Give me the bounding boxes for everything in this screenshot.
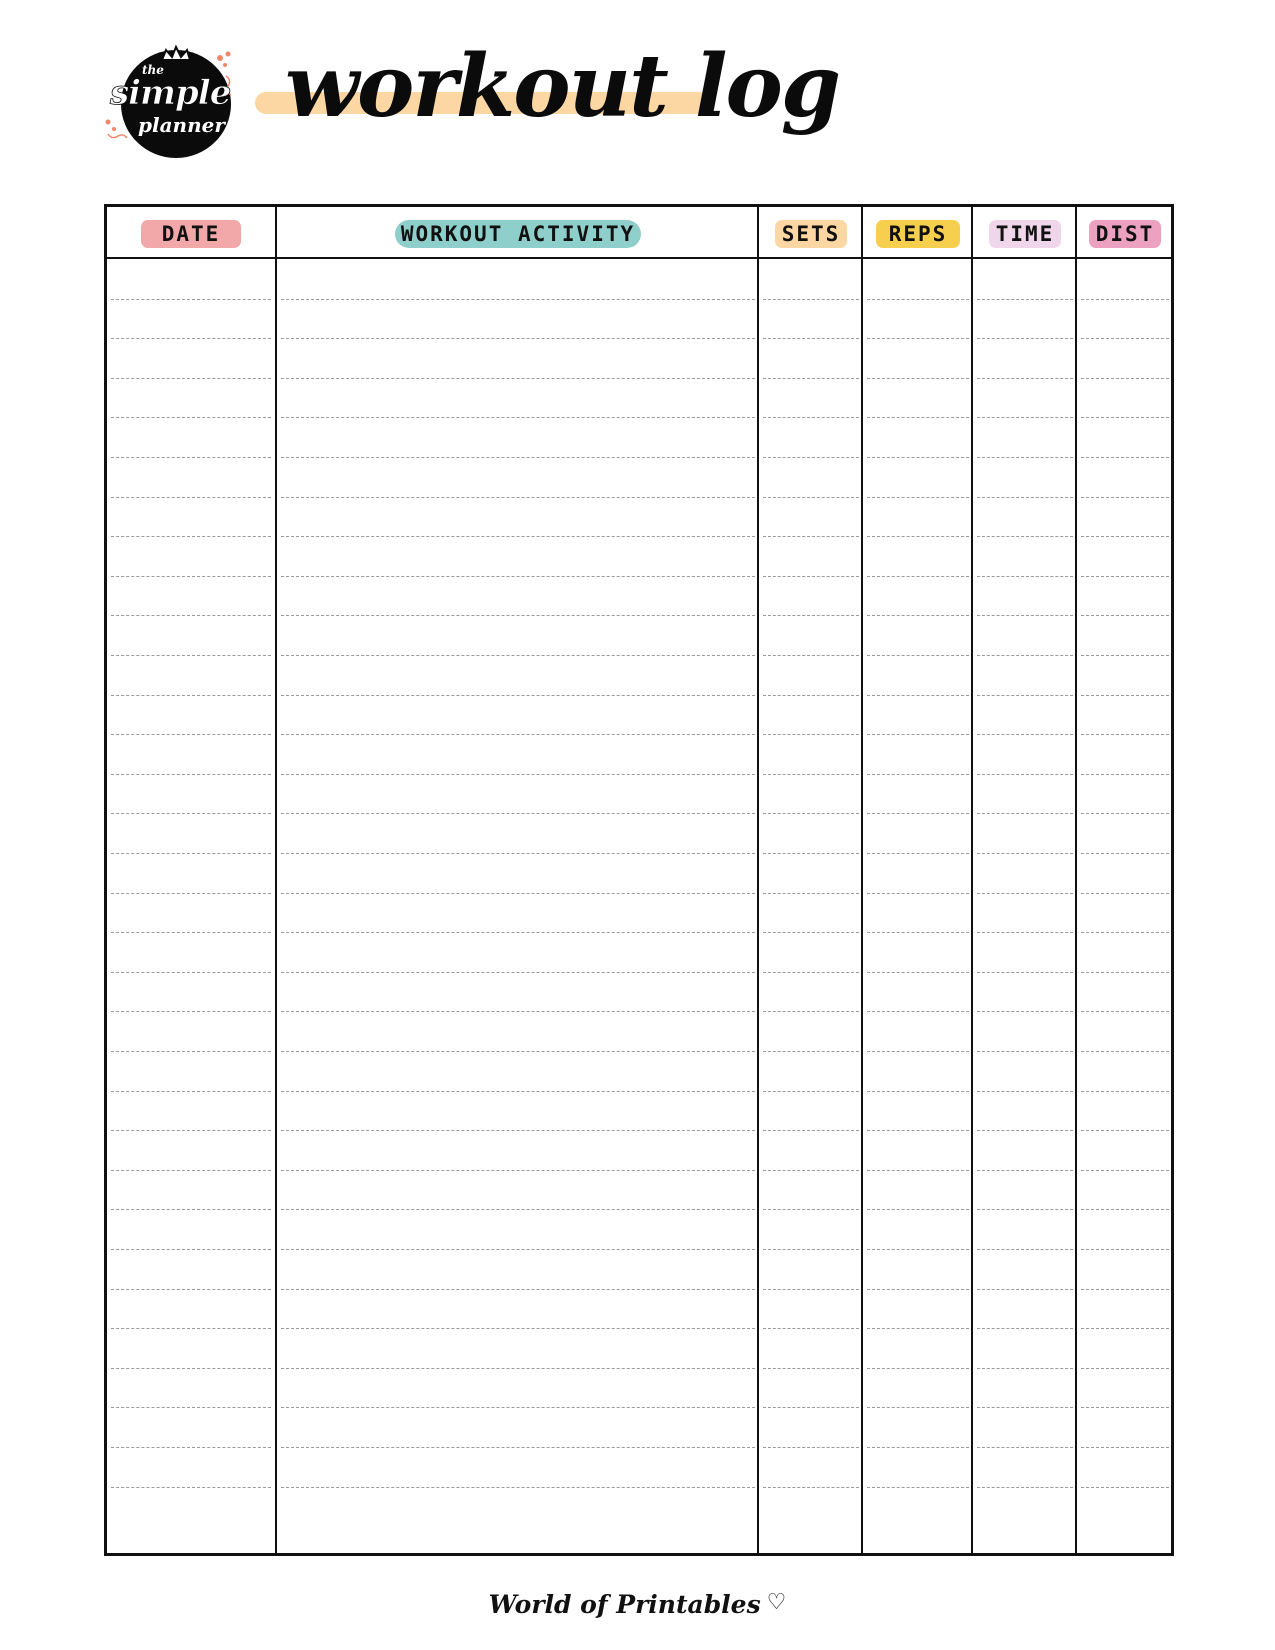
write-line xyxy=(763,1011,859,1012)
write-line xyxy=(977,853,1073,854)
write-line xyxy=(281,1447,755,1448)
write-line xyxy=(763,774,859,775)
column-header-sets xyxy=(759,207,863,259)
write-lines[interactable] xyxy=(863,259,973,1553)
write-line xyxy=(1081,1130,1169,1131)
write-line xyxy=(281,813,755,814)
write-line xyxy=(111,774,271,775)
write-line xyxy=(977,576,1073,577)
write-line xyxy=(763,1249,859,1250)
write-line xyxy=(1081,1091,1169,1092)
write-line xyxy=(111,1170,271,1171)
write-line xyxy=(281,338,755,339)
write-line xyxy=(1081,1289,1169,1290)
write-line xyxy=(867,378,969,379)
write-line xyxy=(977,734,1073,735)
write-line xyxy=(111,1289,271,1290)
column-header-date xyxy=(107,207,275,259)
write-line xyxy=(281,378,755,379)
write-line xyxy=(763,1091,859,1092)
write-line xyxy=(1081,1249,1169,1250)
column-header-workout-activity xyxy=(277,207,759,259)
write-line xyxy=(867,1249,969,1250)
write-line xyxy=(281,853,755,854)
write-line xyxy=(111,1328,271,1329)
write-line xyxy=(867,734,969,735)
write-line xyxy=(1081,853,1169,854)
column-header-dist xyxy=(1077,207,1173,259)
write-line xyxy=(867,853,969,854)
column-reps xyxy=(861,207,973,1553)
write-line xyxy=(281,1091,755,1092)
write-line xyxy=(763,1170,859,1171)
write-line xyxy=(763,1130,859,1131)
write-line xyxy=(111,536,271,537)
write-line xyxy=(1081,576,1169,577)
write-line xyxy=(281,893,755,894)
write-line xyxy=(763,378,859,379)
write-line xyxy=(1081,1051,1169,1052)
write-line xyxy=(977,1051,1073,1052)
write-line xyxy=(977,1368,1073,1369)
write-line xyxy=(867,1011,969,1012)
write-line xyxy=(1081,695,1169,696)
write-line xyxy=(867,1130,969,1131)
write-line xyxy=(1081,1170,1169,1171)
write-line xyxy=(111,1407,271,1408)
write-line xyxy=(763,536,859,537)
page-footer xyxy=(0,1590,1275,1619)
write-line xyxy=(977,655,1073,656)
write-line xyxy=(1081,774,1169,775)
write-line xyxy=(281,1487,755,1488)
column-header-time xyxy=(973,207,1077,259)
write-line xyxy=(281,972,755,973)
write-line xyxy=(111,972,271,973)
write-line xyxy=(763,1407,859,1408)
write-line xyxy=(763,615,859,616)
write-line xyxy=(1081,457,1169,458)
write-line xyxy=(763,299,859,300)
write-line xyxy=(763,932,859,933)
write-line xyxy=(281,655,755,656)
write-line xyxy=(763,1209,859,1210)
write-line xyxy=(111,893,271,894)
svg-text:the: the xyxy=(142,63,164,77)
write-line xyxy=(867,695,969,696)
header-label-sets: SETS xyxy=(775,220,847,248)
write-line xyxy=(977,1328,1073,1329)
write-line xyxy=(111,1130,271,1131)
write-line xyxy=(867,497,969,498)
write-line xyxy=(281,1289,755,1290)
write-line xyxy=(977,1407,1073,1408)
header-label-time: TIME xyxy=(989,220,1061,248)
write-line xyxy=(867,1289,969,1290)
write-line xyxy=(281,1407,755,1408)
write-line xyxy=(867,1091,969,1092)
write-line xyxy=(763,1289,859,1290)
write-line xyxy=(111,1011,271,1012)
write-line xyxy=(763,655,859,656)
column-dist xyxy=(1075,207,1173,1553)
write-line xyxy=(763,338,859,339)
write-line xyxy=(111,1368,271,1369)
write-line xyxy=(1081,655,1169,656)
write-line xyxy=(111,1209,271,1210)
write-line xyxy=(111,655,271,656)
column-time xyxy=(971,207,1077,1553)
write-line xyxy=(867,615,969,616)
column-sets xyxy=(757,207,863,1553)
write-line xyxy=(977,1487,1073,1488)
write-line xyxy=(867,1328,969,1329)
write-line xyxy=(867,1051,969,1052)
write-line xyxy=(867,813,969,814)
write-line xyxy=(763,457,859,458)
write-line xyxy=(977,1209,1073,1210)
write-line xyxy=(281,1249,755,1250)
write-line xyxy=(977,1447,1073,1448)
write-lines[interactable] xyxy=(759,259,863,1553)
write-line xyxy=(763,497,859,498)
write-line xyxy=(111,299,271,300)
header-label-date: DATE xyxy=(141,220,241,248)
write-line xyxy=(867,417,969,418)
write-line xyxy=(1081,1447,1169,1448)
write-lines[interactable] xyxy=(107,259,275,1553)
write-line xyxy=(281,1209,755,1210)
write-line xyxy=(763,1051,859,1052)
write-line xyxy=(281,615,755,616)
write-line xyxy=(763,695,859,696)
write-line xyxy=(977,1170,1073,1171)
write-line xyxy=(281,1368,755,1369)
write-line xyxy=(977,1091,1073,1092)
write-line xyxy=(867,893,969,894)
write-line xyxy=(1081,536,1169,537)
write-line xyxy=(1081,1487,1169,1488)
svg-text:simple: simple xyxy=(110,73,231,113)
write-line xyxy=(281,497,755,498)
write-line xyxy=(281,576,755,577)
write-line xyxy=(281,734,755,735)
write-line xyxy=(977,1289,1073,1290)
write-line xyxy=(977,893,1073,894)
write-lines[interactable] xyxy=(1077,259,1173,1553)
write-line xyxy=(281,1051,755,1052)
footer-brand: World of Printables xyxy=(488,1590,761,1619)
write-line xyxy=(763,417,859,418)
workout-log-table xyxy=(104,204,1174,1556)
column-workout-activity xyxy=(275,207,759,1553)
write-line xyxy=(1081,338,1169,339)
write-line xyxy=(111,695,271,696)
write-line xyxy=(867,774,969,775)
write-line xyxy=(867,457,969,458)
column-header-reps xyxy=(863,207,973,259)
write-line xyxy=(867,576,969,577)
page-header xyxy=(255,36,840,150)
write-line xyxy=(977,378,1073,379)
write-line xyxy=(977,932,1073,933)
write-line xyxy=(867,1447,969,1448)
write-line xyxy=(1081,734,1169,735)
write-line xyxy=(111,932,271,933)
write-line xyxy=(1081,299,1169,300)
write-line xyxy=(977,1130,1073,1131)
write-line xyxy=(763,893,859,894)
page-title: workout log xyxy=(285,36,840,137)
write-line xyxy=(867,1368,969,1369)
write-line xyxy=(867,1170,969,1171)
write-line xyxy=(977,972,1073,973)
write-line xyxy=(763,1447,859,1448)
write-line xyxy=(977,695,1073,696)
write-line xyxy=(111,734,271,735)
write-line xyxy=(867,338,969,339)
write-line xyxy=(867,299,969,300)
write-line xyxy=(1081,417,1169,418)
write-line xyxy=(1081,893,1169,894)
write-line xyxy=(977,497,1073,498)
write-line xyxy=(111,615,271,616)
write-line xyxy=(867,1407,969,1408)
write-line xyxy=(111,1091,271,1092)
write-line xyxy=(1081,378,1169,379)
write-line xyxy=(1081,972,1169,973)
heart-icon: ♡ xyxy=(766,1590,787,1615)
write-line xyxy=(111,1447,271,1448)
write-line xyxy=(977,457,1073,458)
write-lines[interactable] xyxy=(277,259,759,1553)
write-line xyxy=(281,695,755,696)
write-line xyxy=(1081,1368,1169,1369)
column-date xyxy=(107,207,275,1553)
write-line xyxy=(763,813,859,814)
write-line xyxy=(977,813,1073,814)
write-line xyxy=(111,338,271,339)
write-line xyxy=(111,1487,271,1488)
write-line xyxy=(763,972,859,973)
write-line xyxy=(1081,1011,1169,1012)
write-line xyxy=(763,734,859,735)
write-line xyxy=(977,417,1073,418)
brand-logo xyxy=(104,38,244,160)
write-line xyxy=(867,932,969,933)
write-line xyxy=(281,417,755,418)
write-line xyxy=(111,497,271,498)
svg-text:planner: planner xyxy=(138,113,225,137)
write-line xyxy=(281,932,755,933)
write-line xyxy=(763,576,859,577)
write-line xyxy=(1081,497,1169,498)
write-line xyxy=(281,1011,755,1012)
write-line xyxy=(111,378,271,379)
write-line xyxy=(281,774,755,775)
write-line xyxy=(763,853,859,854)
write-lines[interactable] xyxy=(973,259,1077,1553)
write-line xyxy=(977,774,1073,775)
write-line xyxy=(111,853,271,854)
write-line xyxy=(977,615,1073,616)
write-line xyxy=(977,1249,1073,1250)
write-line xyxy=(281,1170,755,1171)
write-line xyxy=(1081,1209,1169,1210)
write-line xyxy=(111,576,271,577)
write-line xyxy=(1081,1328,1169,1329)
write-line xyxy=(1081,615,1169,616)
write-line xyxy=(111,1249,271,1250)
write-line xyxy=(281,1328,755,1329)
write-line xyxy=(763,1487,859,1488)
header-label-reps: REPS xyxy=(876,220,960,248)
write-line xyxy=(867,1209,969,1210)
write-line xyxy=(867,536,969,537)
write-line xyxy=(763,1328,859,1329)
write-line xyxy=(111,813,271,814)
write-line xyxy=(281,457,755,458)
write-line xyxy=(977,299,1073,300)
header-label-workout-activity: WORKOUT ACTIVITY xyxy=(395,220,641,248)
write-line xyxy=(977,1011,1073,1012)
crown-icon xyxy=(162,47,190,60)
write-line xyxy=(111,417,271,418)
write-line xyxy=(111,457,271,458)
write-line xyxy=(281,1130,755,1131)
write-line xyxy=(977,536,1073,537)
write-line xyxy=(763,1368,859,1369)
write-line xyxy=(867,1487,969,1488)
write-line xyxy=(111,1051,271,1052)
header-label-dist: DIST xyxy=(1089,220,1161,248)
write-line xyxy=(977,338,1073,339)
write-line xyxy=(281,536,755,537)
write-line xyxy=(867,655,969,656)
write-line xyxy=(281,299,755,300)
write-line xyxy=(867,972,969,973)
write-line xyxy=(1081,813,1169,814)
simple-planner-logo xyxy=(104,38,244,160)
write-line xyxy=(1081,932,1169,933)
write-line xyxy=(1081,1407,1169,1408)
